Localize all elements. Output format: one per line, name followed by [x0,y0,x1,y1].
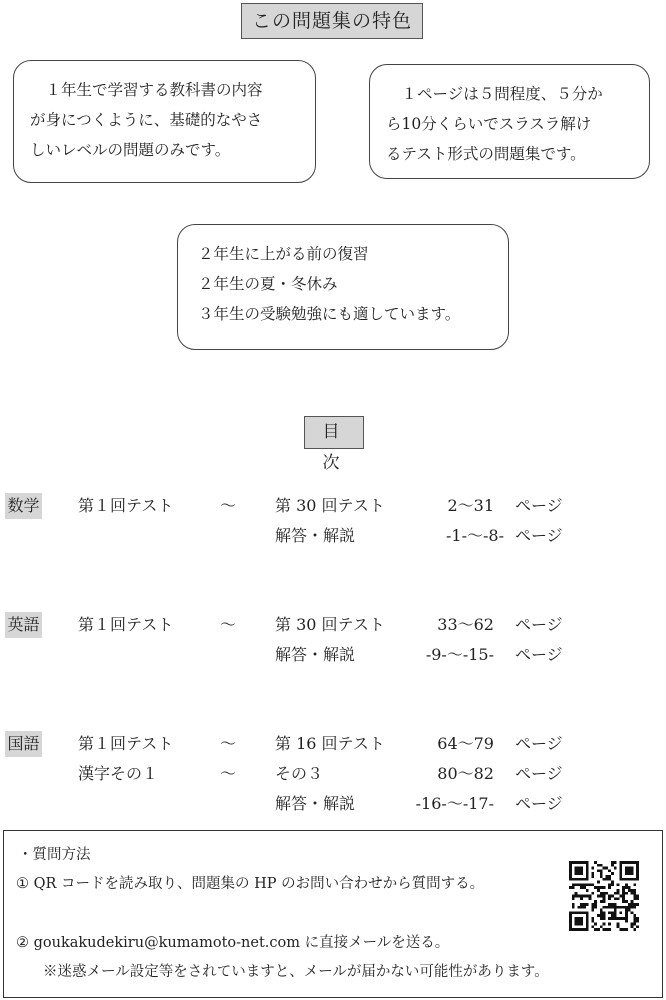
toc-row [0,761,666,787]
toc-unit: ページ [515,764,563,783]
contact-item-email: ② goukakudekiru@kumamoto-net.com に直接メールを送る。 [16,935,450,951]
feature-box-usage [177,224,509,350]
page-title: この問題集の特色 [241,3,423,39]
contact-item-qr: ① QR コードを読み取り、問題集の HP のお問い合わせから質問する。 [16,876,485,892]
toc-row [0,791,666,817]
feature-line: ら10分くらいでスラスラ解け [386,115,592,133]
toc-unit: ページ [515,645,563,664]
toc-from: 漢字その１ [78,764,159,783]
toc-tilde: ～ [220,764,237,783]
toc-to: 解答・解説 [275,645,356,664]
toc-pages: 80～82 [437,764,494,783]
toc-to: 第 16 回テスト [275,734,385,753]
toc-to: その３ [275,764,324,783]
toc-tilde: ～ [220,734,237,753]
toc-to: 第 30 回テスト [275,496,385,515]
qr-code-icon [569,861,639,931]
toc-unit: ページ [515,526,563,545]
toc-row [0,493,666,519]
contact-heading: ・質問方法 [18,847,91,863]
subject-label-english: 英語 [5,612,42,638]
feature-line: ３年生の受験勉強にも適しています。 [198,305,461,323]
toc-unit: ページ [515,734,563,753]
feature-line: ２年生の夏・冬休み [198,275,338,293]
toc-to: 解答・解説 [275,794,356,813]
feature-line: るテスト形式の問題集です。 [386,145,586,163]
feature-line: １ページは５問程度、５分か [386,85,603,103]
toc-row [0,612,666,638]
toc-from: 第１回テスト [78,734,174,753]
contact-box [3,830,663,998]
toc-pages: 2～31 [447,496,494,515]
toc-tilde: ～ [220,496,237,515]
toc-from: 第１回テスト [78,615,174,634]
toc-title: 目 次 [304,416,364,449]
toc-row [0,731,666,757]
subject-label-japanese: 国語 [5,731,42,757]
toc-pages: 33～62 [437,615,494,634]
feature-line: １年生で学習する教科書の内容 [30,81,263,99]
feature-box-content-level [13,60,316,183]
toc-tilde: ～ [220,615,237,634]
toc-pages: -16-～-17- [415,794,494,813]
contact-note: ※迷惑メール設定等をされていますと、メールが届かない可能性があります。 [43,964,549,980]
feature-line: しいレベルの問題のみです。 [30,141,231,159]
toc-pages: 64～79 [437,734,494,753]
toc-pages: -9-～-15- [425,645,494,664]
feature-line: ２年生に上がる前の復習 [198,245,369,263]
toc-row [0,523,666,549]
subject-label-math: 数学 [5,493,42,519]
toc-unit: ページ [515,794,563,813]
toc-unit: ページ [515,496,563,515]
toc-row [0,642,666,668]
toc-to: 解答・解説 [275,526,356,545]
toc-to: 第 30 回テスト [275,615,385,634]
toc-unit: ページ [515,615,563,634]
feature-line: が身につくように、基礎的なやさ [30,111,263,129]
toc-pages: -1-～-8- [446,526,504,545]
feature-box-test-format [369,64,650,179]
toc-from: 第１回テスト [78,496,174,515]
